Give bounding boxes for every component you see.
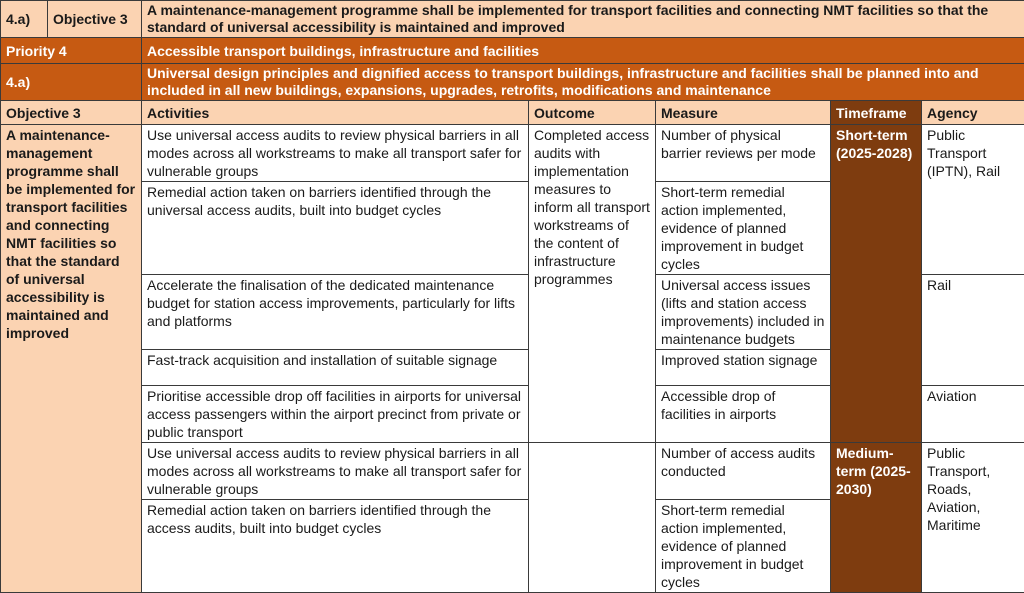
timeframe-medium-term: Medium-term (2025-2030) <box>831 443 922 593</box>
outcome-cell-empty <box>529 443 656 593</box>
measure-cell: Universal access issues (lifts and station access improvements) included in maintenance budgets <box>656 275 831 350</box>
header-table <box>0 0 1024 101</box>
activity-cell: Fast-track acquisition and installation of suitable signage <box>142 350 529 386</box>
objective-cell: A maintenance-management programme shall be implemented for transport facilities and connecting NMT facilities so that the standard of universal accessibility is maintained and improved <box>1 125 142 593</box>
col-header-measure: Measure <box>656 101 831 125</box>
col-header-agency: Agency <box>922 101 1024 125</box>
measure-cell: Number of physical barrier reviews per mode <box>656 125 831 182</box>
header-id-cell: 4.a) <box>1 1 48 38</box>
activities-table <box>0 100 1024 593</box>
principle-text: Universal design principles and dignified access to transport buildings, infrastructure and facilities shall be planned into and included in all new buildings, expansions, upgrades, retrofits, modifications and maintenance <box>142 64 1024 101</box>
agency-cell: Rail <box>922 275 1024 386</box>
activity-cell: Remedial action taken on barriers identified through the access audits, built into budget cycles <box>142 500 529 593</box>
outcome-cell: Completed access audits with implementation measures to inform all transport workstreams of the content of infrastructure programmes <box>529 125 656 443</box>
activity-cell: Prioritise accessible drop off facilities in airports for universal access passengers within the airport precinct from private or public transport <box>142 386 529 443</box>
priority-label: Priority 4 <box>1 38 142 64</box>
activity-cell: Remedial action taken on barriers identified through the universal access audits, built into budget cycles <box>142 182 529 275</box>
measure-cell: Accessible drop of facilities in airports <box>656 386 831 443</box>
measure-cell: Short-term remedial action implemented, evidence of planned improvement in budget cycles <box>656 182 831 275</box>
agency-cell: Public Transport (IPTN), Rail <box>922 125 1024 275</box>
measure-cell: Number of access audits conducted <box>656 443 831 500</box>
measure-cell: Short-term remedial action implemented, evidence of planned improvement in budget cycles <box>656 500 831 593</box>
col-header-activities: Activities <box>142 101 529 125</box>
activity-cell: Use universal access audits to review physical barriers in all modes across all workstreams to make all transport safer for vulnerable groups <box>142 443 529 500</box>
principle-label: 4.a) <box>1 64 142 101</box>
header-objective-text: A maintenance-management programme shall be implemented for transport facilities and connecting NMT facilities so that the standard of universal accessibility is maintained and improved <box>142 1 1024 38</box>
col-header-timeframe: Timeframe <box>831 101 922 125</box>
measure-cell: Improved station signage <box>656 350 831 386</box>
header-objective-label: Objective 3 <box>48 1 142 38</box>
agency-cell: Public Transport, Roads, Aviation, Maritime <box>922 443 1024 593</box>
activity-cell: Use universal access audits to review physical barriers in all modes across all workstreams to make all transport safer for vulnerable groups <box>142 125 529 182</box>
priority-text: Accessible transport buildings, infrastructure and facilities <box>142 38 1024 64</box>
timeframe-short-term: Short-term (2025-2028) <box>831 125 922 443</box>
activity-cell: Accelerate the finalisation of the dedicated maintenance budget for station access improvements, particularly for lifts and platforms <box>142 275 529 350</box>
col-header-outcome: Outcome <box>529 101 656 125</box>
col-header-objective: Objective 3 <box>1 101 142 125</box>
agency-cell: Aviation <box>922 386 1024 443</box>
